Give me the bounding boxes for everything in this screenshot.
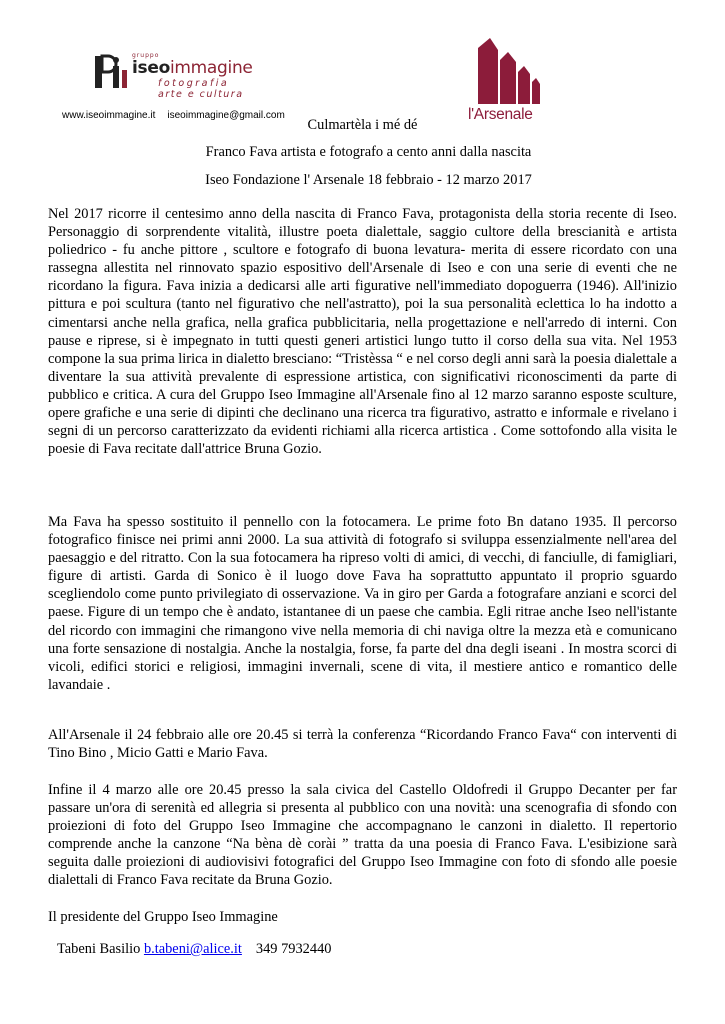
paragraph-conference: All'Arsenale il 24 febbraio alle ore 20.45 si terrà la conferenza “Ricordando Franco Fava“ con interventi di Tino Bino , Micio Gatti e Mario Fava.: [48, 727, 677, 762]
gi-logo-icon: [92, 52, 130, 92]
logo-gruppo-text: gruppo: [132, 52, 160, 59]
document-title: Culmartèla i mé dé: [307, 117, 418, 133]
paragraph-concert: Infine il 4 marzo alle ore 20.45 presso la sala civica del Castello Oldofredi il Gruppo Decanter per far passare un'ora di serenità ed allegria si presenta al pubblico con una novità: una scenografia di sfondo con proiezioni di foto del Gruppo Iseo Immagine che accompagnano le canzoni in dialetto. Il repertorio comprende anche la canzone “Na bèna dè corài ” tratta da una poesia di Franco Fava. L'esibizione sarà seguita dalle proiezioni di audiovisivi fotografici del Gruppo Iseo Immagine con foto di sfondo alle poesie dialettali di Franco Fava recitate da Bruna Gozio.: [48, 782, 677, 889]
email-text: iseoimmagine@gmail.com: [167, 110, 285, 121]
signature-name: Tabeni Basilio: [57, 941, 141, 957]
paragraph-intro: Nel 2017 ricorre il centesimo anno della nascita di Franco Fava, protagonista della storia recente di Iseo. Personaggio di sorprendente vitalità, illustre poeta dialettale, saggio cultore della brescianità e artista poliedrico - fu anche pittore , scultore e fotografo di buona levatura- merita di essere ricordato con una rassegna allestita nel rinnovato spazio espositivo dell'Arsenale di Iseo e con una serie di eventi che ne ricordano la figura. Fava inizia a dedicarsi alle arti figurative nell'immediato dopoguerra (1946). All'inizio pittura e poi scultura (tanto nel figurativo che nell'astratto), poi la sua personalità eclettica lo ha indotto a cimentarsi anche nella grafica, nella grafica pubblicitaria, nella progettazione e nell'arredo di interni. Con pause e riprese, si è impegnato in tutti questi generi artistici lungo tutto il corso della sua vita. Nel 1953 compone la sua prima lirica in dialetto bresciano: “Tristèssa “ e nel corso degli anni sarà la poesia dialettale a diventare la sua attività prevalente di espressione artistica, con significativi riconoscimenti da parte di pubblico e critica. A cura del Gruppo Iseo Immagine all'Arsenale fino al 12 marzo saranno esposte sculture, opere grafiche e una serie di dipinti che declinano una ricerca tra figurativo, astratto e informale e rivelano i segni di un percorso caratterizzato da evidenti richiami alla ricerca artistica . Come sottofondo alla visita le poesie di Fava recitate dall'attrice Bruna Gozio.: [48, 206, 677, 458]
signature-line: [57, 941, 331, 958]
paragraph-photography: Ma Fava ha spesso sostituito il pennello con la fotocamera. Le prime foto Bn datano 1935. Il percorso fotografico finisce nei primi anni 2000. La sua attività di fotografo si sviluppa essenzialmente nell'area del paesaggio e del ritratto. Con la sua fotocamera ha ripreso volti di amici, di vecchi, di fanciulle, di famigliari, figure di artisti. Garda di Sonico è il luogo dove Fava ha soprattutto appuntato il proprio sguardo scegliendolo come punto privilegiato di osservazione. Va in giro per Garda a fotografare anziani e scorci del paese. Figure di un tempo che è andato, istantanee di un paese che cambia. Egli ritrae anche Iseo nell'istante del ricordo con immagini che rimangono vive nella memoria di chi naviga oltre la mezza età e comunicano una forte sensazione di nostalgia. Anche la nostalgia, forse, fa parte del dna degli iseani . In mostra scorci di vicoli, edifici storici e religiosi, immagini invernali, scene di vita, il mestiere antico e romantico delle lavandaie .: [48, 514, 677, 693]
arsenale-buildings-icon: [472, 38, 544, 104]
website-text: www.iseoimmagine.it: [62, 110, 156, 121]
logo-tagline-1: fotografia: [158, 78, 230, 89]
iseo-immagine-logo: [92, 40, 272, 104]
logo-name: iseoimmagine: [132, 58, 253, 78]
arsenale-name: l'Arsenale: [468, 106, 533, 123]
signature-phone: 349 7932440: [255, 941, 332, 957]
arsenale-logo: [468, 38, 548, 126]
paragraph-president: Il presidente del Gruppo Iseo Immagine: [48, 909, 278, 925]
document-subtitle: Franco Fava artista e fotografo a cento anni dalla nascita: [205, 144, 532, 160]
signature-email-link[interactable]: b.tabeni@alice.it: [143, 941, 242, 957]
logo-tagline-2: arte e cultura: [158, 89, 244, 100]
event-location-dates: Iseo Fondazione l' Arsenale 18 febbraio - 12 marzo 2017: [205, 172, 532, 188]
